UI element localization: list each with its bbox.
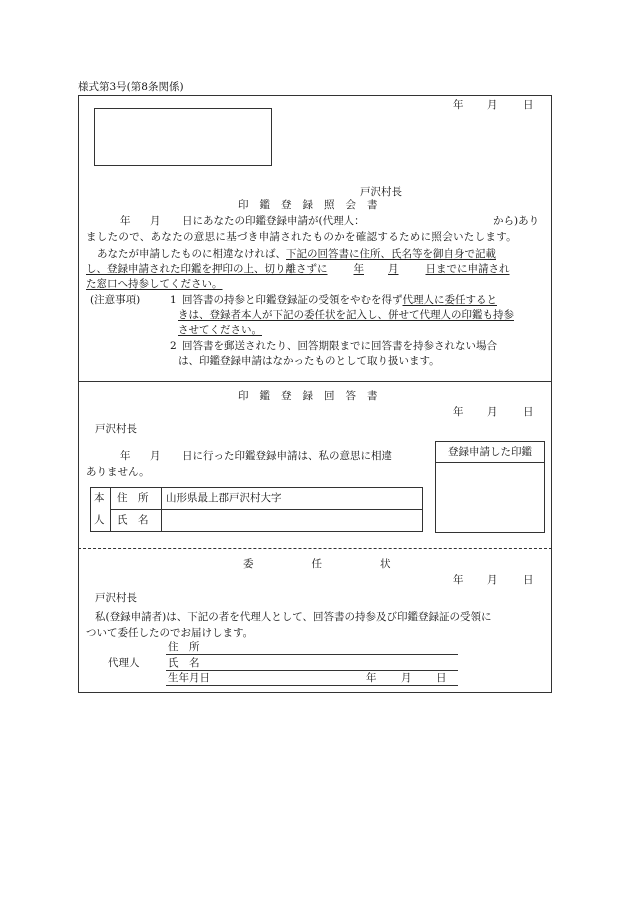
inquiry-year: 年 (120, 215, 131, 227)
note2-line1: 回答書を郵送されたり、回答期限までに回答書を持参されない場合 (182, 340, 497, 352)
proxy-text-line2: ついて委任したのでお届けします。 (86, 627, 254, 639)
agent-address-line[interactable] (166, 654, 458, 655)
note2-number: 2 (170, 340, 177, 352)
inquiry-text-line3-underlined: 下記の回答書に住所、氏名等を御自身で記載 (286, 248, 496, 260)
inquiry-date-day: 日 (523, 99, 534, 111)
answer-text-line2: ありません。 (86, 466, 150, 478)
agent-label: 代理人 (108, 657, 140, 669)
agent-birth-line[interactable] (166, 685, 458, 686)
inquiry-text-line5-underlined: た窓口へ持参してください。 (86, 278, 223, 290)
note1-line2 (178, 309, 514, 322)
note1-number: 1 (170, 294, 177, 306)
inquiry-text-line2: ましたので、あなたの意思に基づき申請されたものかを確認するために照会いたします。 (86, 231, 517, 243)
note1-line1-underlined: 代理人に委任すると (402, 294, 497, 306)
agent-name-line[interactable] (166, 670, 458, 671)
inquiry-deadline-year: 年 (353, 263, 364, 275)
agent-name-label: 氏 名 (168, 657, 200, 669)
inquiry-text-line4-underlined-b: 日までに申請され (425, 263, 510, 275)
answer-mayor: 戸沢村長 (95, 423, 137, 435)
answer-year: 年 (120, 450, 131, 462)
inquiry-text-line1: 日にあなたの印鑑登録申請が(代理人： (182, 215, 365, 227)
agent-birth-label: 生年月日 (168, 672, 210, 684)
applicant-address-label: 住 所 (117, 492, 149, 504)
seal-box[interactable] (435, 441, 545, 533)
inquiry-text-line4-underlined-a: し、登録申請された印鑑を押印の上、切り離さずに (86, 263, 328, 275)
note1-line1-plain: 回答書の持参と印鑑登録証の受領をやむを得ず (182, 294, 403, 306)
proxy-date-month: 月 (487, 574, 498, 586)
answer-date-month: 月 (487, 406, 498, 418)
agent-birth-day: 日 (436, 672, 447, 684)
note1-line3-underlined: させてください。 (178, 324, 262, 336)
proxy-date-year: 年 (453, 574, 464, 586)
agent-address-label: 住 所 (168, 641, 200, 653)
inquiry-text-line3 (97, 248, 496, 261)
proxy-mayor: 戸沢村長 (95, 592, 137, 604)
inquiry-deadline-blank (328, 263, 416, 276)
answer-date-year: 年 (453, 406, 464, 418)
applicant-address-value[interactable]: 山形県最上郡戸沢村大字 (166, 492, 282, 504)
answer-text-line1: 日に行った印鑑登録申請は、私の意思に相違 (182, 450, 392, 462)
inquiry-text-line1-end: から)あり (493, 215, 540, 227)
note1-line2-underlined: きは、登録者本人が下記の委任状を記入し、併せて代理人の印鑑も持参 (178, 309, 514, 321)
note1-line3 (178, 324, 262, 337)
inquiry-text-line5 (86, 278, 223, 291)
agent-birth-year: 年 (366, 672, 377, 684)
applicant-table-row-divider (110, 509, 423, 510)
note1-line1 (182, 294, 497, 307)
inquiry-date-month: 月 (487, 99, 498, 111)
inquiry-title: 印鑑登録照会書 (238, 199, 389, 211)
answer-date-day: 日 (523, 406, 534, 418)
cut-line (78, 548, 552, 549)
answer-title: 印鑑登録回答書 (238, 390, 389, 402)
applicant-name-label: 氏 名 (117, 514, 149, 526)
inquiry-deadline-month: 月 (388, 263, 399, 275)
address-window-box (94, 108, 272, 166)
seal-box-label: 登録申請した印鑑 (436, 442, 544, 463)
proxy-date-day: 日 (523, 574, 534, 586)
applicant-name-value[interactable] (166, 514, 416, 528)
proxy-title: 委任状 (243, 558, 449, 570)
inquiry-date-year: 年 (453, 99, 464, 111)
note2-line2: は、印鑑登録申請はなかったものとして取り扱います。 (178, 355, 440, 367)
section-divider-1 (78, 381, 552, 382)
notes-label: (注意事項) (90, 294, 141, 306)
inquiry-mayor: 戸沢村長 (360, 186, 402, 198)
form-label: 様式第3号(第8条関係) (78, 81, 184, 93)
honnin-char-1: 本 (94, 492, 105, 504)
agent-birth-month: 月 (401, 672, 412, 684)
inquiry-month: 月 (150, 215, 161, 227)
inquiry-text-line3-plain: あなたが申請したものに相違なければ、 (97, 248, 286, 260)
proxy-text-line1: 私(登録申請者)は、下記の者を代理人として、回答書の持参及び印鑑登録証の受領に (95, 611, 492, 623)
answer-month: 月 (150, 450, 161, 462)
inquiry-text-line4 (86, 263, 510, 276)
honnin-char-2: 人 (94, 514, 105, 526)
